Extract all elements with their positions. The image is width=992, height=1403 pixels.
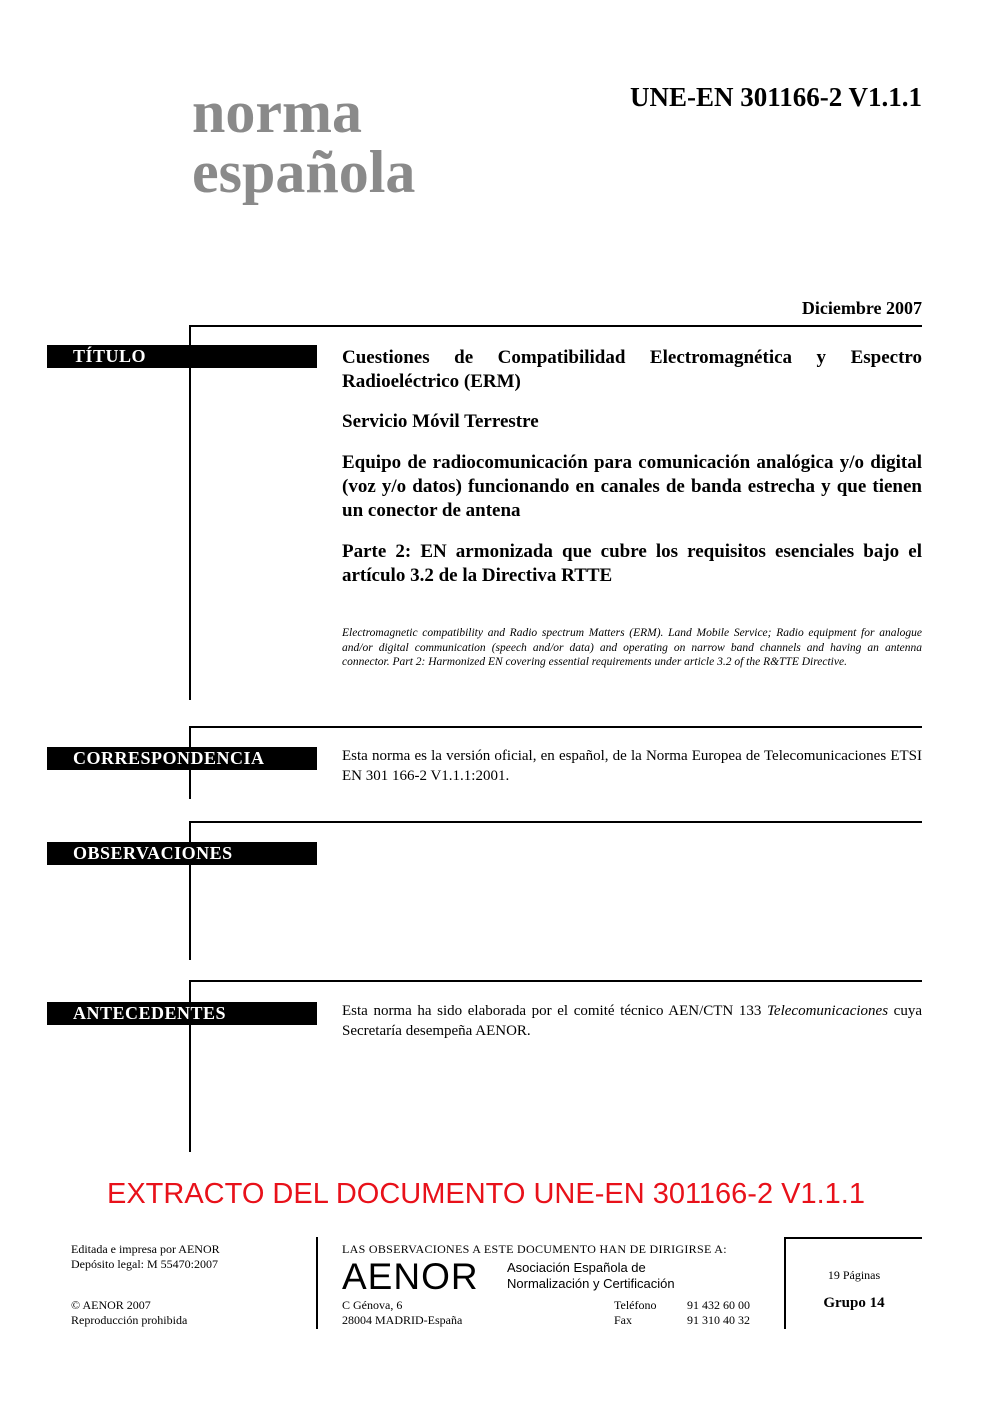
footer-observations-note: LAS OBSERVACIONES A ESTE DOCUMENTO HAN DE DIRIGIRSE A: bbox=[342, 1242, 727, 1256]
correspondencia-text: Esta norma es la versión oficial, en español, de la Norma Europea de Telecomunicaciones ETSI EN 301 166-2 V1.1.1:2001. bbox=[342, 748, 922, 784]
section-vertical-rule bbox=[189, 325, 191, 700]
label-observaciones: OBSERVACIONES bbox=[47, 842, 317, 865]
extract-notice: EXTRACTO DEL DOCUMENTO UNE-EN 301166-2 V1.1.1 bbox=[107, 1178, 865, 1210]
label-antecedentes: ANTECEDENTES bbox=[47, 1002, 317, 1025]
title-service: Servicio Móvil Terrestre bbox=[342, 411, 539, 432]
footer-phone-label: Teléfono bbox=[614, 1298, 657, 1312]
footer-group: Grupo 14 bbox=[823, 1295, 885, 1311]
brand-line2: española bbox=[192, 139, 416, 205]
antecedentes-text: Esta norma ha sido elaborada por el comité técnico AEN/CTN 133 Telecomunicaciones cuya Secretaría desempeña AENOR. bbox=[342, 1003, 922, 1039]
label-correspondencia: CORRESPONDENCIA bbox=[47, 747, 317, 770]
footer-pages: 19 Páginas bbox=[827, 1268, 881, 1282]
footer-box-rule bbox=[784, 1237, 786, 1329]
publication-date: Diciembre 2007 bbox=[801, 298, 922, 318]
section-divider bbox=[189, 726, 922, 728]
footer-address-street: C Génova, 6 bbox=[342, 1298, 403, 1312]
title-main: Cuestiones de Compatibilidad Electromagnética y Espectro Radioeléctrico (ERM) bbox=[342, 347, 922, 392]
footer-divider bbox=[316, 1237, 318, 1329]
footer-deposit: Depósito legal: M 55470:2007 bbox=[71, 1257, 218, 1271]
section-divider bbox=[189, 821, 922, 823]
section-divider bbox=[189, 325, 922, 327]
footer-edited: Editada e impresa por AENOR bbox=[71, 1242, 220, 1256]
standard-code: UNE-EN 301166-2 V1.1.1 bbox=[629, 82, 922, 112]
section-divider bbox=[189, 980, 922, 982]
aenor-association-name: Asociación Española de Normalización y Certificación bbox=[507, 1260, 675, 1291]
title-part: Parte 2: EN armonizada que cubre los requisitos esenciales bajo el artículo 3.2 de la Directiva RTTE bbox=[342, 541, 922, 586]
footer-address-city: 28004 MADRID-España bbox=[342, 1313, 463, 1327]
footer-phone: 91 432 60 00 bbox=[687, 1298, 750, 1312]
aenor-logo: AENOR bbox=[342, 1256, 479, 1297]
footer-fax-label: Fax bbox=[614, 1313, 632, 1327]
footer-box-top bbox=[784, 1237, 922, 1239]
label-titulo: TÍTULO bbox=[47, 345, 317, 368]
footer-fax: 91 310 40 32 bbox=[687, 1313, 750, 1327]
footer-copyright: © AENOR 2007 bbox=[71, 1298, 151, 1312]
title-equipment: Equipo de radiocomunicación para comunicación analógica y/o digital (voz y/o datos) funcionando en canales de banda estrecha y que tienen un conector de antena bbox=[342, 452, 922, 521]
brand-line1: norma bbox=[192, 79, 362, 145]
footer-reproduction: Reproducción prohibida bbox=[71, 1313, 188, 1327]
title-english: Electromagnetic compatibility and Radio spectrum Matters (ERM). Land Mobile Service; Radio equipment for analogue and/or digital communication (speech and/or data) and operating on narrow band channels and having an antenna connector. Part 2: Harmonized EN covering essential requirements under article 3.2 of the R&TTE Directive. bbox=[342, 627, 922, 669]
